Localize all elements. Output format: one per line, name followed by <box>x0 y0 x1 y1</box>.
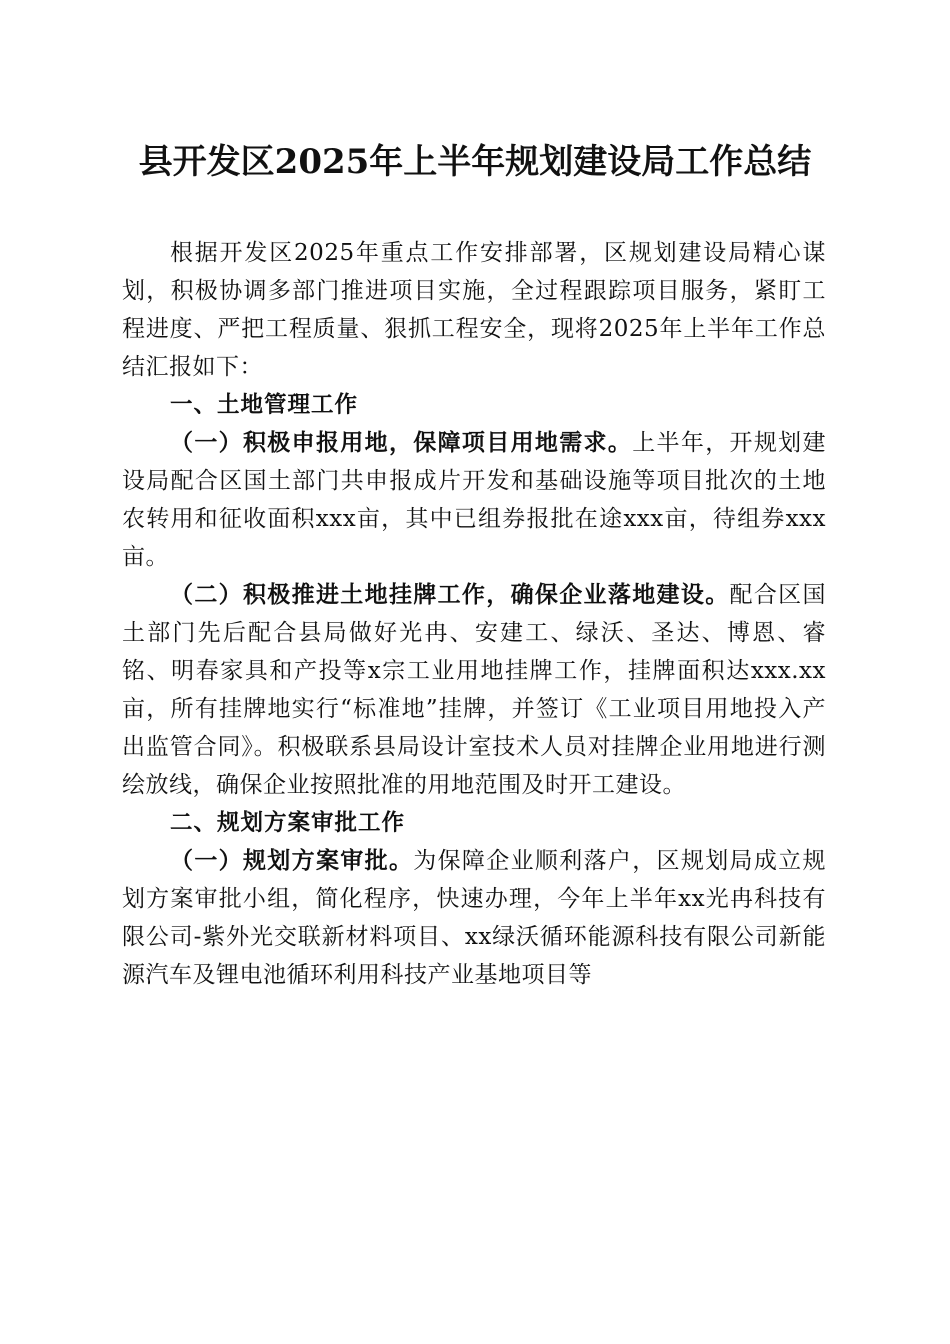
section-planning-approval <box>122 804 826 994</box>
section-item-paragraph <box>122 842 826 994</box>
item-text: 配合区国土部门先后配合县局做好光冉、安建工、绿沃、圣达、博恩、睿铭、明春家具和产投等x宗工业用地挂牌工作，挂牌面积达xxx.xx亩，所有挂牌地实行“标准地”挂牌，并签订《工业项目用地投入产出监管合同》。积极联系县局设计室技术人员对挂牌企业用地进行测绘放线，确保企业按照批准的用地范围及时开工建设。 <box>122 582 827 798</box>
item-lead: （二）积极推进土地挂牌工作，确保企业落地建设。 <box>170 582 730 608</box>
item-lead: （一）规划方案审批。 <box>170 848 414 874</box>
document-title: 县开发区2025年上半年规划建设局工作总结 <box>138 142 812 182</box>
intro-paragraph: 根据开发区2025年重点工作安排部署，区规划建设局精心谋划，积极协调多部门推进项目实施，全过程跟踪项目服务，紧盯工程进度、严把工程质量、狠抓工程安全，现将2025年上半年工作总结汇报如下： <box>122 240 826 380</box>
document-body <box>122 234 826 994</box>
section-heading: 二、规划方案审批工作 <box>170 810 406 836</box>
section-item-paragraph <box>122 424 826 576</box>
section-land-management <box>122 386 826 804</box>
item-text: 为保障企业顺利落户，区规划局成立规划方案审批小组，简化程序，快速办理，今年上半年xx光冉科技有限公司-紫外光交联新材料项目、xx绿沃循环能源科技有限公司新能源汽车及锂电池循环利用科技产业基地项目等 <box>122 848 827 988</box>
item-lead: （一）积极申报用地，保障项目用地需求。 <box>170 430 633 456</box>
section-heading: 一、土地管理工作 <box>170 392 359 418</box>
section-item-paragraph <box>122 576 826 804</box>
item-text: 上半年，开规划建设局配合区国土部门共申报成片开发和基础设施等项目批次的土地农转用和征收面积xxx亩，其中已组券报批在途xxx亩，待组券xxx亩。 <box>122 430 827 570</box>
